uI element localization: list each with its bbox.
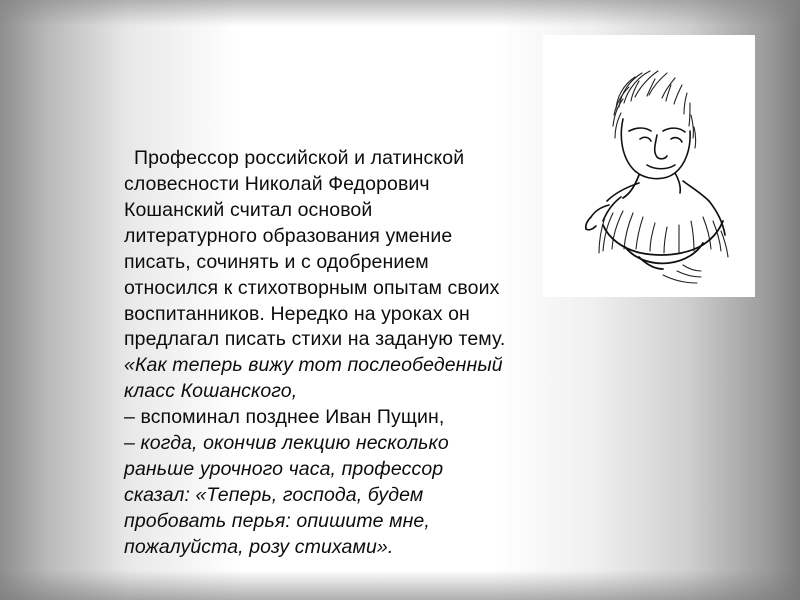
- slide-body-text: [124, 146, 509, 561]
- pushkin-sketch-image: [543, 35, 755, 297]
- quote-continued-text: – когда, окончив лекцию несколько раньше урочного часа, профессор сказал: «Теперь, господа, будем пробовать перья: опишите мне, пожалуйста, розу стихами».: [124, 432, 449, 558]
- paragraph-intro: [124, 146, 509, 405]
- paragraph-attribution: [124, 405, 509, 431]
- paragraph-intro-text: Профессор российской и латинской словесности Николай Федорович Кошанский считал основой литературного образования умение писать, сочинять и с одобрением относился к стихотворным опытам своих воспитанников. Нередко на уроках он предлагал писать стихи на заданую тему.: [124, 147, 506, 351]
- attribution-text: – вспоминал позднее Иван Пущин,: [124, 406, 445, 429]
- paragraph-quote-continued: [124, 431, 509, 561]
- quote-opening: «Как теперь вижу тот послеобеденный класс Кошанского,: [124, 354, 503, 403]
